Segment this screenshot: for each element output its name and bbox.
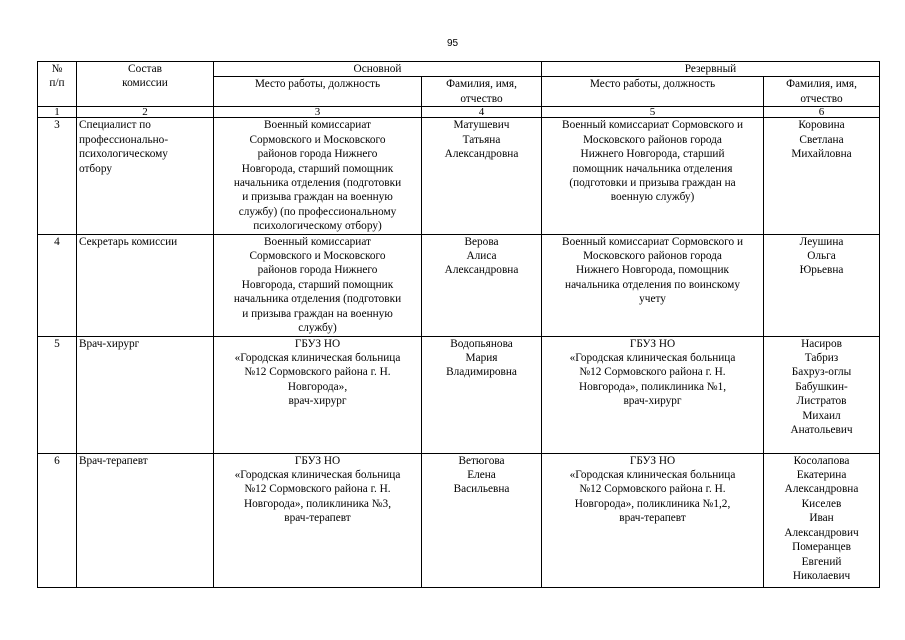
column-number: 2	[77, 107, 214, 118]
header-reserve-workplace: Место работы, должность	[542, 77, 764, 107]
commission-role: Врач-хирург	[77, 336, 214, 453]
page-number: 95	[446, 38, 459, 49]
table-row	[38, 118, 880, 234]
header-row-1	[38, 62, 880, 77]
main-workplace: Военный комиссариат Сормовского и Московского районов города Нижнего Новгорода, старший помощник начальника отделения (подготовки и призыва граждан на военную службу)	[214, 234, 422, 336]
header-reserve: Резервный	[542, 62, 880, 77]
column-numbers-row	[38, 107, 880, 118]
header-main-workplace: Место работы, должность	[214, 77, 422, 107]
main-fullname: Матушевич Татьяна Александровна	[422, 118, 542, 234]
main-workplace: ГБУЗ НО «Городская клиническая больница №12 Сормовского района г. Н. Новгорода», поликлиника №3, врач-терапевт	[214, 453, 422, 587]
main-workplace: Военный комиссариат Сормовского и Московского районов города Нижнего Новгорода, старший помощник начальника отделения (подготовки и призыва граждан на военную службу) (по профессиональному психологическому отбору)	[214, 118, 422, 234]
commission-role: Врач-терапевт	[77, 453, 214, 587]
column-number: 6	[764, 107, 880, 118]
commission-role: Секретарь комиссии	[77, 234, 214, 336]
header-main: Основной	[214, 62, 542, 77]
header-num: № п/п	[38, 62, 77, 107]
reserve-workplace: Военный комиссариат Сормовского и Московского районов города Нижнего Новгорода, помощник начальника отделения по воинскому учету	[542, 234, 764, 336]
header-composition: Состав комиссии	[77, 62, 214, 107]
reserve-fullname: Коровина Светлана Михайловна	[764, 118, 880, 234]
row-number: 4	[38, 234, 77, 336]
main-fullname: Верова Алиса Александровна	[422, 234, 542, 336]
table-row	[38, 234, 880, 336]
commission-role: Специалист по профессионально- психологическому отбору	[77, 118, 214, 234]
reserve-fullname: Леушина Ольга Юрьевна	[764, 234, 880, 336]
reserve-fullname: Косолапова Екатерина Александровна Киселев Иван Александрович Померанцев Евгений Николаевич	[764, 453, 880, 587]
main-fullname: Ветюгова Елена Васильевна	[422, 453, 542, 587]
commission-table	[37, 61, 880, 588]
reserve-workplace: ГБУЗ НО «Городская клиническая больница №12 Сормовского района г. Н. Новгорода», поликлиника №1, врач-хирург	[542, 336, 764, 453]
row-number: 3	[38, 118, 77, 234]
table-row	[38, 453, 880, 587]
column-number: 1	[38, 107, 77, 118]
row-number: 5	[38, 336, 77, 453]
reserve-fullname: Насиров Табриз Бахруз-оглы Бабушкин- Листратов Михаил Анатольевич	[764, 336, 880, 453]
main-workplace: ГБУЗ НО «Городская клиническая больница №12 Сормовского района г. Н. Новгорода», врач-хирург	[214, 336, 422, 453]
header-reserve-fullname: Фамилия, имя, отчество	[764, 77, 880, 107]
column-number: 5	[542, 107, 764, 118]
header-main-fullname: Фамилия, имя, отчество	[422, 77, 542, 107]
column-number: 4	[422, 107, 542, 118]
table-row	[38, 336, 880, 453]
reserve-workplace: Военный комиссариат Сормовского и Московского районов города Нижнего Новгорода, старший помощник начальника отделения (подготовки и призыва граждан на военную службу)	[542, 118, 764, 234]
row-number: 6	[38, 453, 77, 587]
column-number: 3	[214, 107, 422, 118]
main-fullname: Водопьянова Мария Владимировна	[422, 336, 542, 453]
reserve-workplace: ГБУЗ НО «Городская клиническая больница №12 Сормовского района г. Н. Новгорода», поликлиника №1,2, врач-терапевт	[542, 453, 764, 587]
